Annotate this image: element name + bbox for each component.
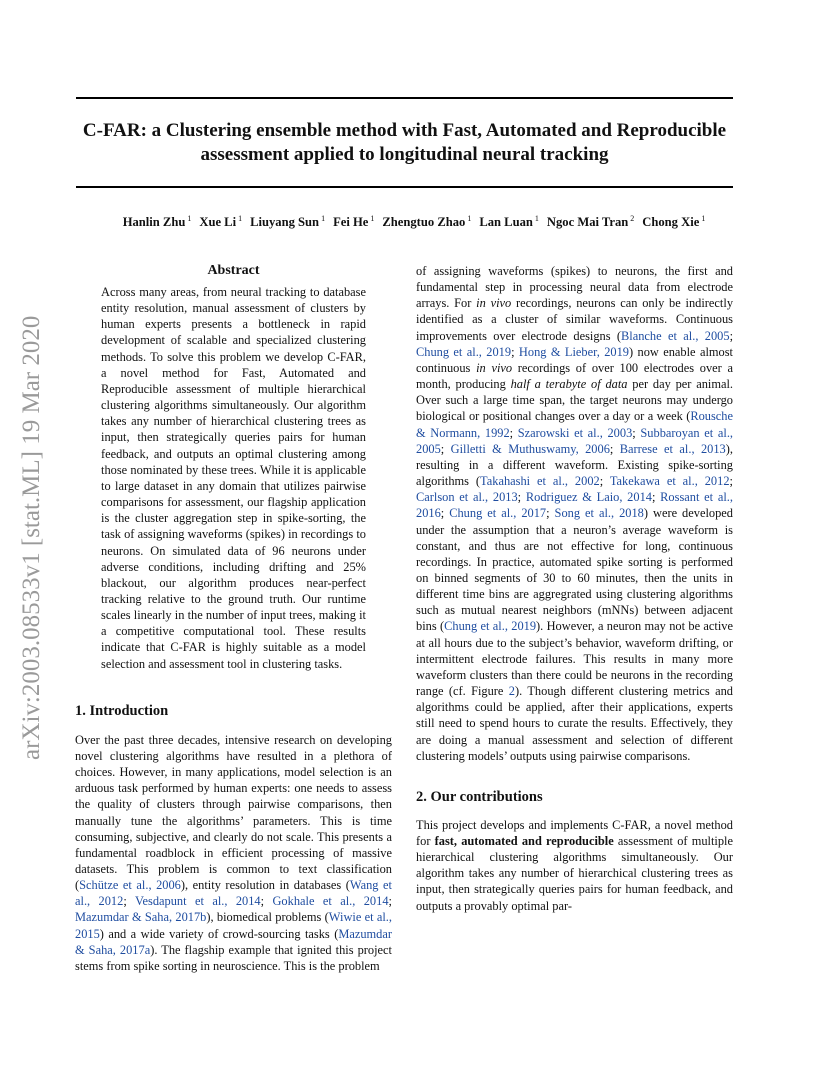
author-name: Zhengtuo Zhao $^1$ xyxy=(382,214,472,230)
contributions-heading: 2. Our contributions xyxy=(416,788,543,805)
body-text: ; xyxy=(729,328,734,343)
affiliation-marker: 1 xyxy=(534,214,539,223)
body-text: ; xyxy=(599,474,610,489)
body-text: ). Though different clustering metrics and algorithms could be applied, after their applications, experts still need to spend hours to curate the results. Effectively, they are doing a manual assessment and selection of different clustering models’ outputs using pairwise comparisons. xyxy=(416,684,733,763)
affiliation-marker: 1 xyxy=(370,214,375,223)
body-text: ; xyxy=(511,344,519,359)
body-text: This project develops and implements C-FAR, a novel method for xyxy=(416,817,733,848)
body-text: ; xyxy=(509,425,518,440)
affiliation-marker: 1 xyxy=(321,214,326,223)
citation-link[interactable]: Szarowski et al., 2003 xyxy=(517,425,633,440)
emphasis-text: half a terabyte of data xyxy=(510,377,628,392)
citation-link[interactable]: Rodriguez & Laio, 2014 xyxy=(525,490,652,505)
affiliation-marker: 1 xyxy=(701,214,706,223)
citation-link[interactable]: Rousche & Normann, 1992 xyxy=(416,409,733,440)
body-text: recordings of over 100 electrodes over a month, producing xyxy=(416,360,733,392)
citation-link[interactable]: Gilletti & Muthuswamy, 2006 xyxy=(450,441,610,456)
body-text: ) were developed under the assumption that a neuron’s average waveform is constant, and thus are not effective for long, continuous recordings. In practice, automated spike sorting is performed on binned segments of 30 to 60 minutes, then the units in different time bins are aggregrated using clustering algorithms such as mutual nearest neighbors (mNNs) between adjacent bins ( xyxy=(416,506,733,634)
citation-link[interactable]: Mazumdar & Saha, 2017a xyxy=(75,926,392,957)
top-rule xyxy=(76,97,733,99)
author-name: Ngoc Mai Tran $^2$ xyxy=(546,214,635,230)
author-name: Chong Xie $^1$ xyxy=(642,214,706,230)
title-bottom-rule xyxy=(76,186,733,188)
emphasis-text: in vivo xyxy=(476,296,512,311)
author-name: Hanlin Zhu $^1$ xyxy=(122,214,192,230)
body-text: ; xyxy=(123,894,135,909)
citation-link[interactable]: Takahashi et al., 2002 xyxy=(480,474,600,489)
body-text: ) and a wide variety of crowd-sourcing tasks ( xyxy=(99,926,339,941)
introduction-heading: 1. Introduction xyxy=(75,702,169,719)
citation-link[interactable]: Subbaroyan et al., 2005 xyxy=(416,425,734,456)
author-list xyxy=(30,214,798,230)
citation-link[interactable]: Carlson et al., 2013 xyxy=(416,490,518,505)
body-text: ; xyxy=(260,894,273,909)
contributions-text xyxy=(416,817,733,914)
citation-link[interactable]: Chung et al., 2017 xyxy=(449,506,547,521)
citation-link[interactable]: Rossant et al., 2016 xyxy=(416,490,733,521)
right-column xyxy=(416,263,733,914)
citation-link[interactable]: Wiwie et al., 2015 xyxy=(75,910,393,941)
body-text: ) now enable almost continuous xyxy=(416,344,733,375)
citation-link[interactable]: Wang et al., 2012 xyxy=(75,878,392,909)
citation-link[interactable]: Barrese et al., 2013 xyxy=(619,441,726,456)
author-name: Lan Luan $^1$ xyxy=(479,214,539,230)
citation-link[interactable]: Chung et al., 2019 xyxy=(444,619,537,634)
citation-link[interactable]: Hong & Lieber, 2019 xyxy=(518,344,629,359)
body-text: ; xyxy=(632,425,641,440)
body-text: ; xyxy=(517,490,526,505)
body-text: ), entity resolution in databases ( xyxy=(180,878,350,893)
abstract-heading: Abstract xyxy=(207,263,260,278)
author-name: Liuyang Sun $^1$ xyxy=(250,214,326,230)
citation-link[interactable]: Mazumdar & Saha, 2017b xyxy=(75,910,207,925)
citation-link[interactable]: 2 xyxy=(508,684,515,699)
author-name: Xue Li $^1$ xyxy=(199,214,243,230)
bold-text: fast, automated and reproducible xyxy=(434,834,614,848)
body-text: Over the past three decades, intensive research on developing novel clustering algorithms have resulted in a plethora of choices. However, in many applications, model selection is an arduous task performed by human experts: one needs to assess the quality of clusters through pairwise comparisons, then manually tune the algorithms’ parameters. This is time consuming, subjective, and clearly do not scale. This presents a fundamental roadblock in efficient processing of massive datasets. This problem is common to text classification ( xyxy=(75,732,392,893)
title-line-1: C-FAR: a Clustering ensemble method with Fast, Automated and Reproducible xyxy=(82,120,727,141)
body-text: ), resulting in a different waveform. Existing spike-sorting algorithms ( xyxy=(416,441,733,489)
affiliation-marker: 1 xyxy=(187,214,192,223)
affiliation-marker: 1 xyxy=(238,214,243,223)
body-text: ; xyxy=(440,441,451,456)
body-text: ; xyxy=(388,894,392,909)
body-text: ). The flagship example that ignited this project stems from spike sorting in neuroscience. This is the problem xyxy=(75,942,392,973)
paper-title xyxy=(60,119,749,167)
body-text: ; xyxy=(440,506,450,521)
body-text: ; xyxy=(651,490,661,505)
author-name: Fei He $^1$ xyxy=(333,214,375,230)
body-text: ). However, a neuron may not be active at all hours due to the subject’s behavior, waveform drifting, or intermittent electrode failures. This results in many more waveform clusters than there could be neurons in the recording range (cf. Figure xyxy=(416,619,733,699)
body-text: ; xyxy=(729,474,733,489)
citation-link[interactable]: Song et al., 2018 xyxy=(554,506,644,521)
arxiv-stamp: arXiv:2003.08533v1 [stat.ML] 19 Mar 2020 xyxy=(18,315,45,760)
citation-link[interactable]: Blanche et al., 2005 xyxy=(621,328,730,343)
body-text: assessment of multiple hierarchical clustering algorithms simultaneously. Our algorithm takes any number of hierarchical clustering trees as input, then strategically queries pairs for human feedback, and outputs a provably optimal par- xyxy=(416,834,734,913)
citation-link[interactable]: Vesdapunt et al., 2014 xyxy=(134,894,261,909)
abstract-section xyxy=(75,284,392,672)
body-text: per day per animal. Over such a large time span, the target neurons may undergo biological or positional changes over a day or a week ( xyxy=(416,377,734,424)
citation-link[interactable]: Takekawa et al., 2012 xyxy=(609,474,730,489)
body-text: ; xyxy=(546,506,555,521)
introduction-text-right xyxy=(416,263,733,764)
affiliation-marker: 1 xyxy=(467,214,472,223)
abstract-text: Across many areas, from neural tracking to database entity resolution, manual assessment of clusters by human experts presents a bottleneck in rapid development of scalable and specialized clustering methods. To solve this problem we develop C-FAR, a novel method for Fast, Automated and Reproducible assessment of multiple hierarchical clustering algorithms simultaneously. Our algorithm takes any number of hierarchical clustering trees as input, then strategically queries pairs for human feedback, and outputs an optimal clustering among those nominated by these trees. While it is applicable to large dataset in any domain that utilizes pairwise comparisons for assessment, our flagship application is the cluster aggregation step in spike-sorting, the task of assigning waveforms (spikes) in recordings to neurons. On simulated data of 96 neurons under adverse conditions, including drifting and 25% blackout, our algorithm produces near-perfect tracking relative to the ground truth. Our runtime scales linearly in the number of input trees, making it a competitive computational tool. These results indicate that C-FAR is highly suitable as a model selection and assessment tool in clustering tasks. xyxy=(101,285,366,671)
body-text: ), biomedical problems ( xyxy=(206,910,329,925)
body-text: ; xyxy=(609,441,620,456)
title-line-2: assessment applied to longitudinal neural tracking xyxy=(200,144,609,165)
body-text: recordings, neurons can only be indirectly identified as a cluster of similar waveforms. Continuous improvements over electrode designs ( xyxy=(416,296,734,343)
citation-link[interactable]: Gokhale et al., 2014 xyxy=(272,894,389,909)
affiliation-marker: 2 xyxy=(630,214,635,223)
introduction-text-left xyxy=(75,732,392,974)
body-text: of assigning waveforms (spikes) to neurons, the first and fundamental step in processing neural data from electrode arrays. For xyxy=(416,264,733,311)
emphasis-text: in vivo xyxy=(476,360,513,375)
left-column xyxy=(75,262,392,974)
citation-link[interactable]: Chung et al., 2019 xyxy=(416,344,512,359)
citation-link[interactable]: Schütze et al., 2006 xyxy=(79,878,181,893)
